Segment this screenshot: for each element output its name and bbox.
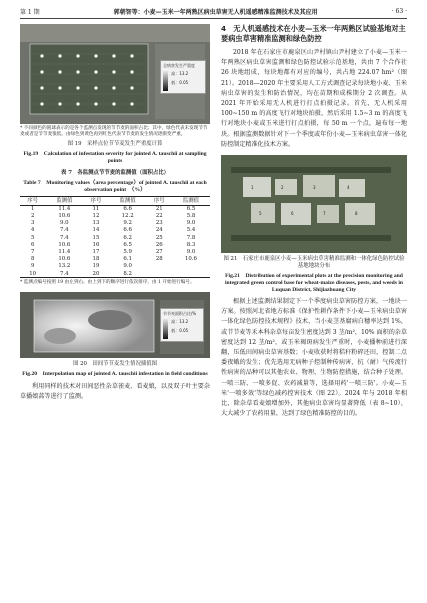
running-header [20,6,407,19]
left-tail-paragraph: 利用同样的技术对田间恶性杂草雀麦、看麦娘，以及双子叶主要杂草播娘蒿等进行了监测。 [20,382,210,400]
legend-gradient [163,69,168,91]
figure-21-image [221,155,407,253]
svg-text:1: 1 [251,185,254,191]
figure-19-image [20,24,210,124]
table-row [20,263,210,270]
right-tail-paragraph: 根据上述监测结果制定下一个季度病虫草害防控方案，一地块一方案。按照河北省地方标准《保护性耕作条件下小麦—玉米病虫草害一体化绿色防控技术规程》技术，当小麦茎基腐病白穗率达到 1%，或节节麦等禾本科杂草每亩发生密度达到 3 茎/m²，10% 面积的杂草密度达到 12 茎/m²，或玉米褐斑病发生严重时，小麦播种前进行深翻，压低田间病虫草害基数；小麦收获时将秸秆粉碎还田，控制二点委夜蛾的发生；优先选用无病种子控制种传病害，抗（耐）气传流行性病害的品种可以其他农业、物理、生物防控措施，结合种子处理、一喷三防、一喷多促、农药减量等，选择用药'一喷三防'。小麦—玉米'一喷多效'等绿色减药控害技术（图 22）。2024 年与 2018 年相比，除杂草看麦娘增加外，其他病虫草害均显著降低（表 8~10），大大减少了农药用量，达到了绿色精准防控的目的。 [221,298,407,418]
col-header: 监测值 [109,197,147,205]
table-row [20,270,210,278]
legend-title: 全病害发生严重度 [163,63,195,68]
table-row [20,234,210,241]
table-cell: 20 [83,270,108,278]
table-cell: 1 [30,205,35,212]
table-cell: 11.4 [58,205,71,212]
svg-text:7: 7 [323,211,326,217]
table-cell: 3 [30,220,35,227]
table-cell: 6.2 [123,234,132,241]
table-cell: 6.5 [186,205,196,212]
table-cell: 7.4 [60,234,69,241]
table-cell: 27 [155,249,163,256]
table-cell: 14 [92,227,100,234]
figure-20-image [20,292,210,358]
col-header: 监测值 [172,197,210,205]
legend-high: 高：13.2 [171,71,189,76]
table-header-row [20,197,210,205]
figure-20-caption-en: Fig.20 Interpolation map of jointed A. tauschii infestation in field conditions [22,370,208,377]
figure-19-caption-cn: 图 19 采样点位节节麦发生严重度计算 [67,141,163,148]
table-cell: 6.6 [123,227,132,234]
legend-gradient [163,317,168,339]
table-row [20,249,210,256]
table-7-title-cn: 表 7 各监测点节节麦的监测值（面积占比） [60,170,170,177]
table-row [20,227,210,234]
table-7-title-en: Table 7 Monitoring values（area percentage）of jointed A. tauschii at each observation point （%） [23,180,207,194]
table-row [20,205,210,213]
table-body [20,205,210,278]
table-cell: 24 [155,227,163,234]
col-header: 序号 [20,197,45,205]
table-cell: 9.0 [186,249,196,256]
table-cell: 13.2 [58,263,71,270]
legend-high: 高：13.2 [171,318,189,324]
table-cell: 4 [30,227,35,234]
right-column [221,24,407,419]
table-cell: 5.9 [123,249,132,256]
left-column [20,24,210,402]
table-cell: 8.3 [186,241,196,248]
table-cell: 6.1 [123,256,132,263]
svg-text:8: 8 [355,211,358,217]
table-cell: 6.6 [123,205,132,212]
figure-20-caption-cn: 图 20 田间节节麦发生情况插值图 [72,360,158,367]
table-cell [172,270,210,278]
section-4-heading: 4 无人机遥感技术在小麦—玉米一年两熟区试验基地对主要病虫草害精准监测和绿色防控 [221,24,406,43]
table-cell: 28 [155,256,163,263]
table-row [20,242,210,249]
col-header: 监测值 [45,197,83,205]
table-cell: 7.4 [45,270,83,278]
svg-text:6: 6 [291,211,294,217]
table-cell: 21 [155,205,163,212]
figure-21-caption-en: Fig.21 Distribution of experimental plots at the precision monitoring and integrated green control base for wheat-maize diseases, pests, and weeds in Luquan District, Shijiazhuang City [224,273,404,294]
table-cell: 7 [30,249,35,256]
table-cell: 9.2 [123,220,132,227]
running-title: 郭朝智等：小麦—玉米一年两熟区病虫草害无人机遥感精准监测技术及其应用 [113,8,318,16]
table-cell: 16 [92,241,100,248]
table-cell: 13 [92,220,100,227]
legend-low: 低：0.05 [171,80,189,85]
table-cell: 10.6 [58,256,71,263]
figure-21-caption-cn: 图 21 石家庄市鹿泉区小麦—玉米病虫草害精准监测和一体化绿色防控试验基地地块分布 [223,256,405,270]
table-cell: 9 [30,263,35,270]
figure-19-legend [160,60,206,94]
table-cell [147,263,172,270]
table-cell: 12 [92,213,100,220]
col-header: 序号 [83,197,108,205]
table-cell: 9.0 [186,220,196,227]
figure-19-caption-en: Fig.19 Calculation of infestation severity for jointed A. tauschii at sampling points [23,151,207,165]
svg-text:2: 2 [281,185,284,191]
section-4-paragraph-1: 2018 年在石家庄市鹿泉区山尹村镇山尹村建立了小麦—玉米一年两熟区病虫草害监测和绿色防控试验示范基地，共由 7 个合作社 26 块地组成，每块地都有对应的编号，共占地 224.07 hm²（图 21）。2018—2020 年主要采用人工方式调查记录每块地小麦、玉米病虫草害的发生和防治情况，均在苗期和成株期分 2 次调查。从 2021 年开始采用无人机进行打点拍摄记录。首先，无人机采用 100~150 m 的高度飞行对地块拍摄，然后采用 1.5~3 m 的高度飞行对地块小麦或玉米进行打点拍摄，每 50 m 一个点，遍布每一地块。根据监测数据针对下一个季度或年份小麦—玉米病虫草害一体化防控制定精准化技术方案。 [221,49,407,148]
table-cell: 17 [92,249,100,256]
table-cell: 6.5 [123,241,132,248]
table-cell: 7.8 [186,234,196,241]
table-row [20,220,210,227]
table-cell: 11 [92,205,100,212]
col-header: 序号 [147,197,172,205]
svg-text:4: 4 [347,185,350,191]
figure-19-note: * 不同颜色的圆球表示的是各个监测点发现的节节麦的面积占比；其中，绿色代表未发现节节麦或者是节节麦很低，由绿色到黄色再到红色代表节节麦的发生情况逐渐变严重。 [20,126,208,138]
table-row [20,213,210,220]
plot-distribution-map [221,155,407,253]
figure-20-legend [160,308,204,342]
table-cell: 26 [155,241,163,248]
table-cell: 19 [92,263,100,270]
table-cell: 11.4 [58,249,71,256]
table-cell: 23 [155,220,163,227]
table-cell: 22 [155,213,163,220]
table-cell: 7.4 [60,227,69,234]
table-cell: 9.0 [60,220,69,227]
table-cell: 18 [92,256,100,263]
table-cell: 9.0 [123,263,132,270]
table-cell: 8 [30,256,35,263]
svg-text:3: 3 [313,185,316,191]
table-cell: 10.6 [184,256,197,263]
table-cell: 25 [155,234,163,241]
table-cell: 5 [30,234,35,241]
table-cell: 15 [92,234,100,241]
svg-text:5: 5 [259,211,262,217]
table-cell: 12.2 [121,213,134,220]
page-number: · 63 · [391,7,407,15]
table-7 [20,196,210,278]
table-cell: 8.2 [109,270,147,278]
table-cell: 10.6 [58,241,71,248]
table-7-note: * 监测点编号按照 19 由左到右、由上到下的顺序进行依次排序，由 1 开始进行编号。 [20,280,195,286]
table-cell: 5.8 [186,213,196,220]
table-cell: 10 [20,270,45,278]
table-cell [172,263,210,270]
table-row [20,256,210,263]
table-cell: 6 [30,241,35,248]
table-cell: 10.6 [58,213,71,220]
table-cell [147,270,172,278]
legend-low: 低：0.05 [171,327,189,333]
issue-label: 第 1 期 [20,8,40,16]
table-cell: 2 [30,213,35,220]
legend-title: 节节麦面积占比/% [163,310,197,316]
table-cell: 5.4 [186,227,196,234]
